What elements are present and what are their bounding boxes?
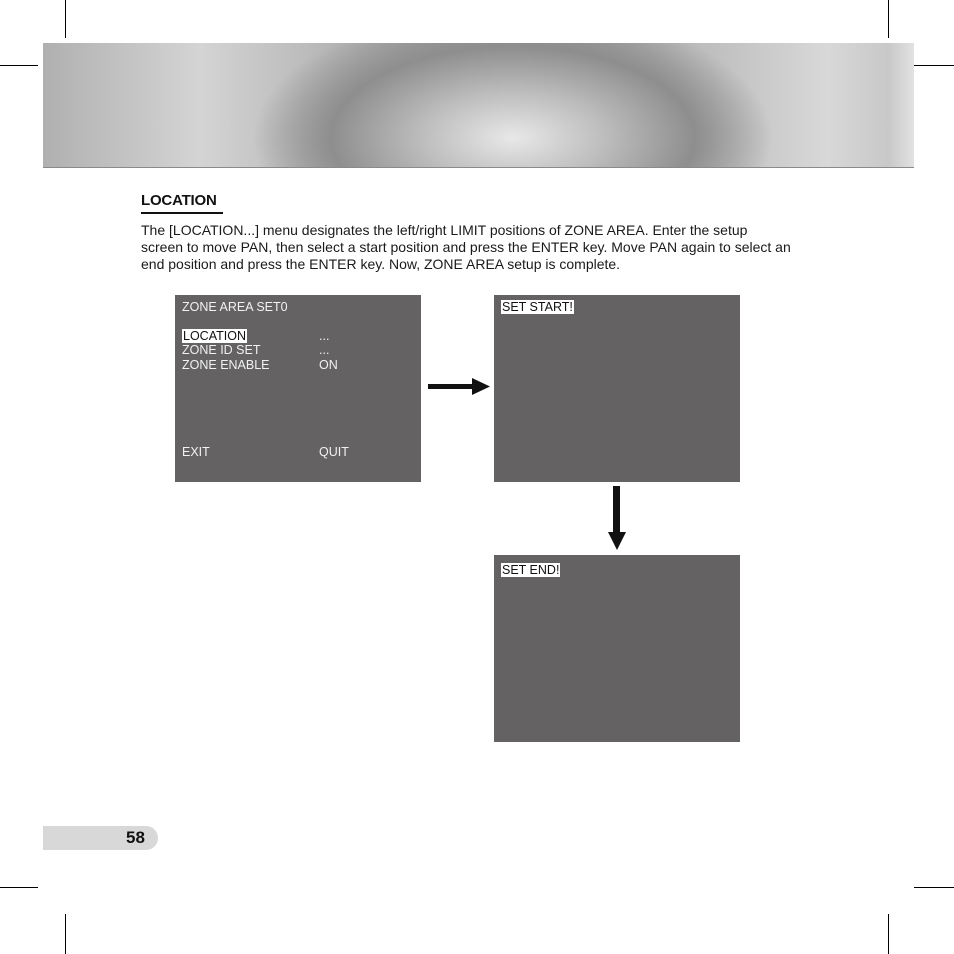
menu-title: ZONE AREA SET0 — [182, 300, 288, 314]
section-heading: LOCATION — [141, 192, 217, 209]
crop-mark — [65, 914, 66, 954]
header-banner-image — [43, 43, 914, 168]
crop-mark — [0, 65, 38, 66]
arrow-right-icon — [428, 378, 492, 396]
set-start-message: SET START! — [502, 300, 573, 314]
set-end-message: SET END! — [502, 563, 560, 577]
menu-row-location-label — [182, 329, 247, 343]
crop-mark — [914, 65, 954, 66]
menu-row-zone-enable-value: ON — [319, 358, 338, 372]
section-paragraph: The [LOCATION...] menu designates the left/right LIMIT positions of ZONE AREA. Enter the setup screen to move PAN, then select a start position and press the ENTER key. Move PAN again to select an end position and press the ENTER key. Now, ZONE AREA setup is complete. — [141, 222, 791, 272]
header-banner-edge — [888, 43, 914, 167]
crop-mark — [65, 0, 66, 38]
set-end-screen — [494, 555, 740, 742]
menu-exit-label: EXIT — [182, 445, 210, 459]
menu-row-zone-id-label: ZONE ID SET — [182, 343, 261, 357]
menu-row-location-value: ... — [319, 329, 330, 343]
crop-mark — [914, 887, 954, 888]
set-start-screen — [494, 295, 740, 482]
arrow-down-icon — [608, 486, 626, 552]
menu-row-zone-enable-label: ZONE ENABLE — [182, 358, 270, 372]
menu-exit-value: QUIT — [319, 445, 349, 459]
crop-mark — [888, 0, 889, 38]
menu-row-zone-id-value: ... — [319, 343, 330, 357]
crop-mark — [888, 914, 889, 954]
crop-mark — [0, 887, 38, 888]
menu-screen — [175, 295, 421, 482]
heading-underline — [141, 212, 223, 214]
menu-selected-item: LOCATION — [183, 329, 246, 343]
page-number: 58 — [126, 828, 145, 847]
